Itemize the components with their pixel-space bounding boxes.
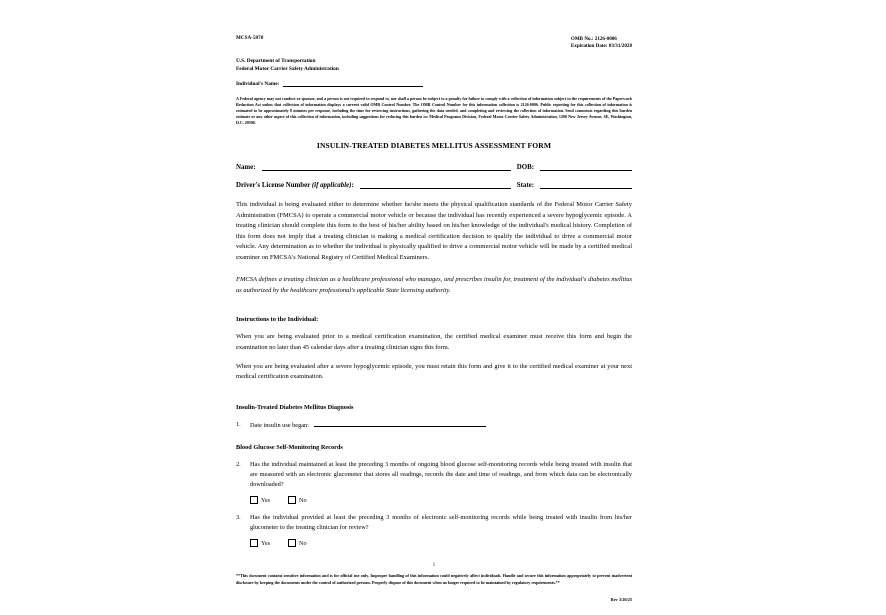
state-input[interactable] — [540, 181, 632, 189]
page-title: INSULIN-TREATED DIABETES MELLITUS ASSESSMENT FORM — [316, 141, 552, 151]
agency-block — [236, 58, 632, 74]
question-2-yes-option[interactable] — [250, 496, 270, 504]
question-2-no-option[interactable] — [288, 496, 307, 504]
name-dob-row — [236, 163, 632, 171]
insulin-start-date-input[interactable] — [314, 420, 486, 427]
question-3-no-option[interactable] — [288, 539, 307, 547]
checkbox-icon[interactable] — [250, 539, 258, 547]
question-1 — [236, 420, 632, 431]
page-number: 1 — [432, 563, 436, 569]
agency-administration: Federal Motor Carrier Safety Administration — [236, 65, 339, 72]
question-2 — [236, 460, 632, 490]
name-label: Name: — [236, 164, 256, 172]
sensitive-information-notice: **This document contains sensitive information and is for official use only. Improper handling of this information could negatively affect individuals. Handle and secure this information appropriately to prevent inadvertent disclosure by keeping the documents under the control of authorized persons. Properly dispose of this document when no longer required to be maintained by regulatory requirements.** — [236, 573, 632, 585]
diagnosis-heading: Insulin-Treated Diabetes Mellitus Diagnosis — [236, 404, 354, 412]
drivers-license-input[interactable] — [360, 181, 511, 189]
identity-fields — [236, 163, 632, 189]
instructions-heading: Instructions to the Individual: — [236, 316, 319, 324]
agency-department: U.S. Department of Transportation — [236, 57, 316, 64]
individual-name-field — [236, 81, 632, 87]
dob-input[interactable] — [540, 163, 632, 171]
question-2-yes-label: Yes — [261, 496, 271, 504]
question-3-no-label: No — [299, 539, 307, 547]
header-left — [236, 36, 263, 42]
header-right — [571, 36, 632, 51]
question-3-yes-option[interactable] — [250, 539, 270, 547]
name-input[interactable] — [262, 163, 511, 171]
individual-name-input-rule[interactable] — [283, 81, 423, 87]
question-2-answers — [250, 496, 632, 504]
question-3-number: 3. — [236, 514, 241, 522]
state-label: State: — [516, 182, 534, 190]
individual-name-label: Individual's Name: — [236, 80, 280, 87]
question-2-text: Has the individual maintained at least the preceding 3 months of ongoing blood glucose self-monitoring records while being treated with insulin that are measured with an electronic glucometer that stores all readings, records the date and time of readings, and from which data can be electronically downloaded? — [250, 461, 632, 489]
question-3-text: Has the individual provided at least the preceding 3 months of electronic self-monitoring records while being treated with insulin from his/her glucometer to the treating clinician for review? — [250, 514, 632, 532]
blood-glucose-heading: Blood Glucose Self-Monitoring Records — [236, 444, 343, 452]
question-1-number: 1. — [236, 421, 241, 429]
document-header — [236, 36, 632, 51]
checkbox-icon[interactable] — [250, 496, 258, 504]
instructions-paragraph-2: When you are being evaluated after a severe hypoglycemic episode, you must retain this form and give it to the certified medical examiner at your next medical certification examination. — [236, 362, 632, 381]
drivers-license-label-text: Driver's License Number — [236, 182, 311, 190]
omb-number: OMB No.: 2126-0006 — [570, 36, 617, 42]
intro-paragraph: This individual is being evaluated either to determine whether he/she meets the physical qualification standards of the Federal Motor Carrier Safety Administration (FMCSA) to operate a commercial motor vehicle or because the individual has recently experienced a severe hypoglycemic episode. A treating clinician should complete this form to the best of his/her ability based on his/her knowledge of the individual's medical history. Completion of this form does not imply that a treating clinician is making a medical certification decision to qualify the individual to drive a commercial motor vehicle. Any determination as to whether the individual is physically qualified to drive a commercial motor vehicle will be made by a certified medical examiner on FMCSA's National Registry of Certified Medical Examiners. — [236, 201, 632, 261]
dob-label: DOB: — [516, 164, 534, 172]
question-3-answers — [250, 539, 632, 547]
license-state-row — [236, 181, 632, 189]
omb-expiration-date: Expiration Date: 03/31/2028 — [570, 43, 632, 50]
drivers-license-label — [236, 182, 354, 189]
question-1-body — [250, 420, 632, 431]
checkbox-icon[interactable] — [288, 496, 296, 504]
question-1-label: Date insulin use began: — [250, 422, 309, 430]
question-3 — [236, 513, 632, 533]
drivers-license-label-qualifier: (if applicable) — [311, 182, 352, 190]
drivers-license-label-colon: : — [351, 182, 354, 190]
question-3-yes-label: Yes — [261, 539, 271, 547]
question-2-no-label: No — [299, 496, 307, 504]
paperwork-reduction-act-notice: A Federal agency may not conduct or sponsor, and a person is not required to respond to, nor shall a person be subject to a penalty for failure to comply with a collection of information subject to the requirements of the Paperwork Reduction Act unless that collection of information displays a current valid OMB Control Number. The OMB Control Number for this information collection is 2126-0006. Public reporting for this collection of information is estimated to be approximately 8 minutes per response, including the time for reviewing instructions, gathering the data needed, and completing and reviewing the collection of information. Send comments regarding this burden estimate or any other aspect of this collection of information, including suggestions for reducing this burden to: Medical Programs Division, Federal Motor Carrier Safety Administration, 1200 New Jersey Avenue, SE, Washington, D.C. 20590. — [236, 95, 632, 126]
question-2-number: 2. — [236, 461, 241, 469]
treating-clinician-definition: FMCSA defines a treating clinician as a healthcare professional who manages, and prescribes insulin for, treatment of the individual's diabetes mellitus as authorized by the healthcare professional's applicable State licensing authority. — [236, 276, 632, 294]
revision-date: Rev 3/20/25 — [610, 596, 632, 602]
form-number: MCSA-5870 — [236, 35, 264, 41]
instructions-paragraph-1: When you are being evaluated prior to a medical certification examination, the certified medical examiner must receive this form and begin the examination no later than 45 calendar days after a treating clinician signs this form. — [236, 333, 632, 351]
form-sheet — [236, 36, 632, 602]
checkbox-icon[interactable] — [288, 539, 296, 547]
